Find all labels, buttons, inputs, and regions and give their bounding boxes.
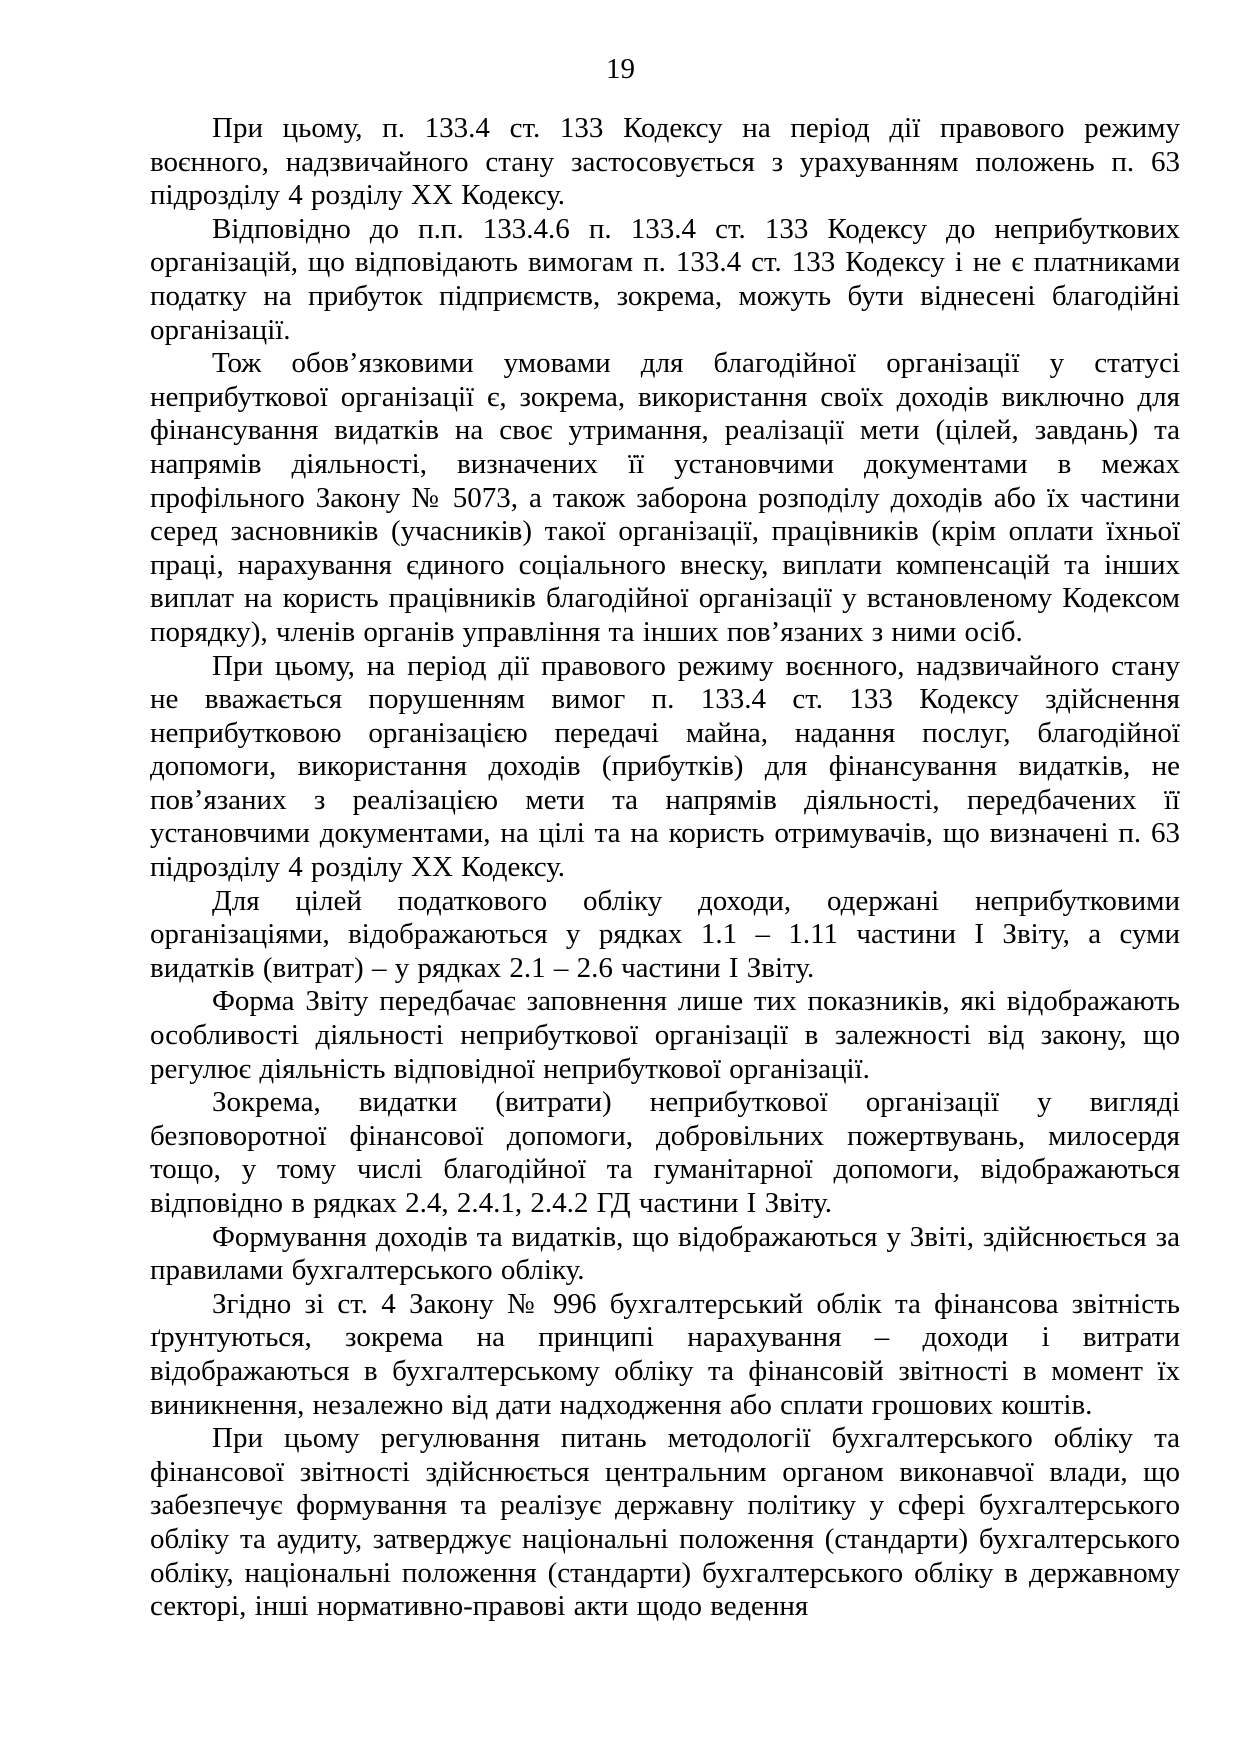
- paragraph: Зокрема, видатки (витрати) неприбуткової організації у вигляді безповоротної фінансової допомоги, добровільних пожертвувань, милосердя тощо, у тому числі благодійної та гуманітарної допомоги, відображаються відповідно в рядках 2.4, 2.4.1, 2.4.2 ГД частини І Звіту.: [150, 1086, 1180, 1219]
- paragraph: При цьому, на період дії правового режиму воєнного, надзвичайного стану не вважається порушенням вимог п. 133.4 ст. 133 Кодексу здійснення неприбутковою організацією передачі майна, надання послуг, благодійної допомоги, використання доходів (прибутків) для фінансування видатків, не пов’язаних з реалізацією мети та напрямів діяльності, передбачених її установчими документами, на цілі та на користь отримувачів, що визначені п. 63 підрозділу 4 розділу ХХ Кодексу.: [150, 649, 1180, 884]
- paragraph: Для цілей податкового обліку доходи, одержані неприбутковими організаціями, відображаються у рядках 1.1 – 1.11 частини І Звіту, а суми видатків (витрат) – у рядках 2.1 – 2.6 частини І Звіту.: [150, 884, 1180, 984]
- page-number: 19: [606, 53, 635, 85]
- paragraph: Форма Звіту передбачає заповнення лише тих показників, які відображають особливості діяльності неприбуткової організації в залежності від закону, що регулює діяльність відповідної неприбуткової організації.: [150, 985, 1180, 1085]
- paragraph: При цьому, п. 133.4 ст. 133 Кодексу на період дії правового режиму воєнного, надзвичайного стану застосовується з урахуванням положень п. 63 підрозділу 4 розділу ХХ Кодексу.: [150, 112, 1180, 212]
- paragraph: Відповідно до п.п. 133.4.6 п. 133.4 ст. 133 Кодексу до неприбуткових організацій, що відповідають вимогам п. 133.4 ст. 133 Кодексу і не є платниками податку на прибуток підприємств, зокрема, можуть бути віднесені благодійні організації.: [150, 212, 1180, 346]
- paragraph: Формування доходів та видатків, що відображаються у Звіті, здійснюється за правилами бухгалтерського обліку.: [150, 1220, 1180, 1287]
- paragraph: Тож обов’язковими умовами для благодійної організації у статусі неприбуткової організації є, зокрема, використання своїх доходів виключно для фінансування видатків на своє утримання, реалізації мети (цілей, завдань) та напрямів діяльності, визначених її установчими документами в межах профільного Закону № 5073, а також заборона розподілу доходів або їх частини серед засновників (учасників) такої організації, працівників (крім оплати їхньої праці, нарахування єдиного соціального внеску, виплати компенсацій та інших виплат на користь працівників благодійної організації у встановленому Кодексом порядку), членів органів управління та інших пов’язаних з ними осіб.: [150, 347, 1180, 648]
- paragraph: Згідно зі ст. 4 Закону № 996 бухгалтерський облік та фінансова звітність ґрунтуються, зокрема на принципі нарахування – доходи і витрати відображаються в бухгалтерському обліку та фінансовій звітності в момент їх виникнення, незалежно від дати надходження або сплати грошових коштів.: [150, 1287, 1180, 1421]
- paragraph: При цьому регулювання питань методології бухгалтерського обліку та фінансової звітності здійснюється центральним органом виконавчої влади, що забезпечує формування та реалізує державну політику у сфері бухгалтерського обліку та аудиту, затверджує національні положення (стандарти) бухгалтерського обліку, національні положення (стандарти) бухгалтерського обліку в державному секторі, інші нормативно-правові акти щодо ведення: [150, 1422, 1180, 1623]
- document-body: [150, 112, 1180, 1624]
